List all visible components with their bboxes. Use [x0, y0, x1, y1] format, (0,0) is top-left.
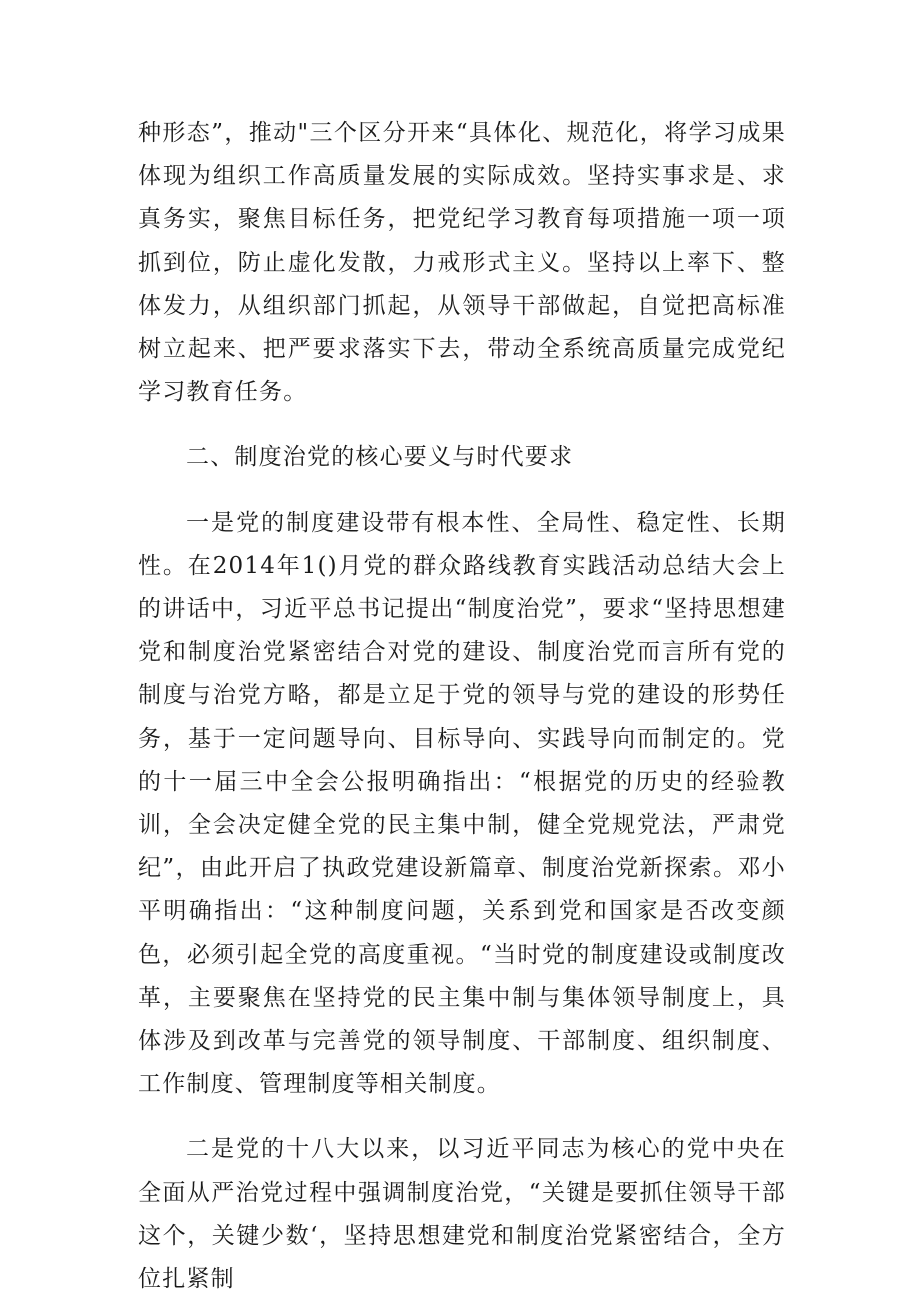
paragraph-continued: 种形态”，推动"三个区分开来“具体化、规范化，将学习成果体现为组织工作高质量发展的实际成效。坚持实事求是、求真务实，聚焦目标任务，把党纪学习教育每项措施一项一项抓到位，防止虚化发散，力戒形式主义。坚持以上率下、整体发力，从组织部门抓起，从领导干部做起，自觉把高标准树立起来、把严要求落实下去，带动全系统高质量完成党纪学习教育任务。 [138, 120, 786, 406]
document-body [138, 112, 786, 1301]
paragraph-second-point: 二是党的十八大以来，以习近平同志为核心的党中央在全面从严治党过程中强调制度治党，“关键是要抓住领导干部这个，关键少数‘，坚持思想建党和制度治党紧密结合，全方位扎紧制 [138, 1136, 786, 1293]
paragraph-first-point: 一是党的制度建设带有根本性、全局性、稳定性、长期性。在2014年1()月党的群众路线教育实践活动总结大会上的讲话中，习近平总书记提出“制度治党”，要求“坚持思想建党和制度治党紧密结合对党的建设、制度治党而言所有党的制度与治党方略，都是立足于党的领导与党的建设的形势任务，基于一定问题导向、目标导向、实践导向而制定的。党的十一届三中全会公报明确指出：“根据党的历史的经验教训，全会决定健全党的民主集中制，健全党规党法，严肃党纪”，由此开启了执政党建设新篇章、制度治党新探索。邓小平明确指出：“这种制度问题，关系到党和国家是否改变颜色，必须引起全党的高度重视。“当时党的制度建设或制度改革，主要聚焦在坚持党的民主集中制与集体领导制度上，具体涉及到改革与完善党的领导制度、干部制度、组织制度、工作制度、管理制度等相关制度。 [138, 509, 786, 1098]
section-heading: 二、制度治党的核心要义与时代要求 [186, 444, 574, 471]
